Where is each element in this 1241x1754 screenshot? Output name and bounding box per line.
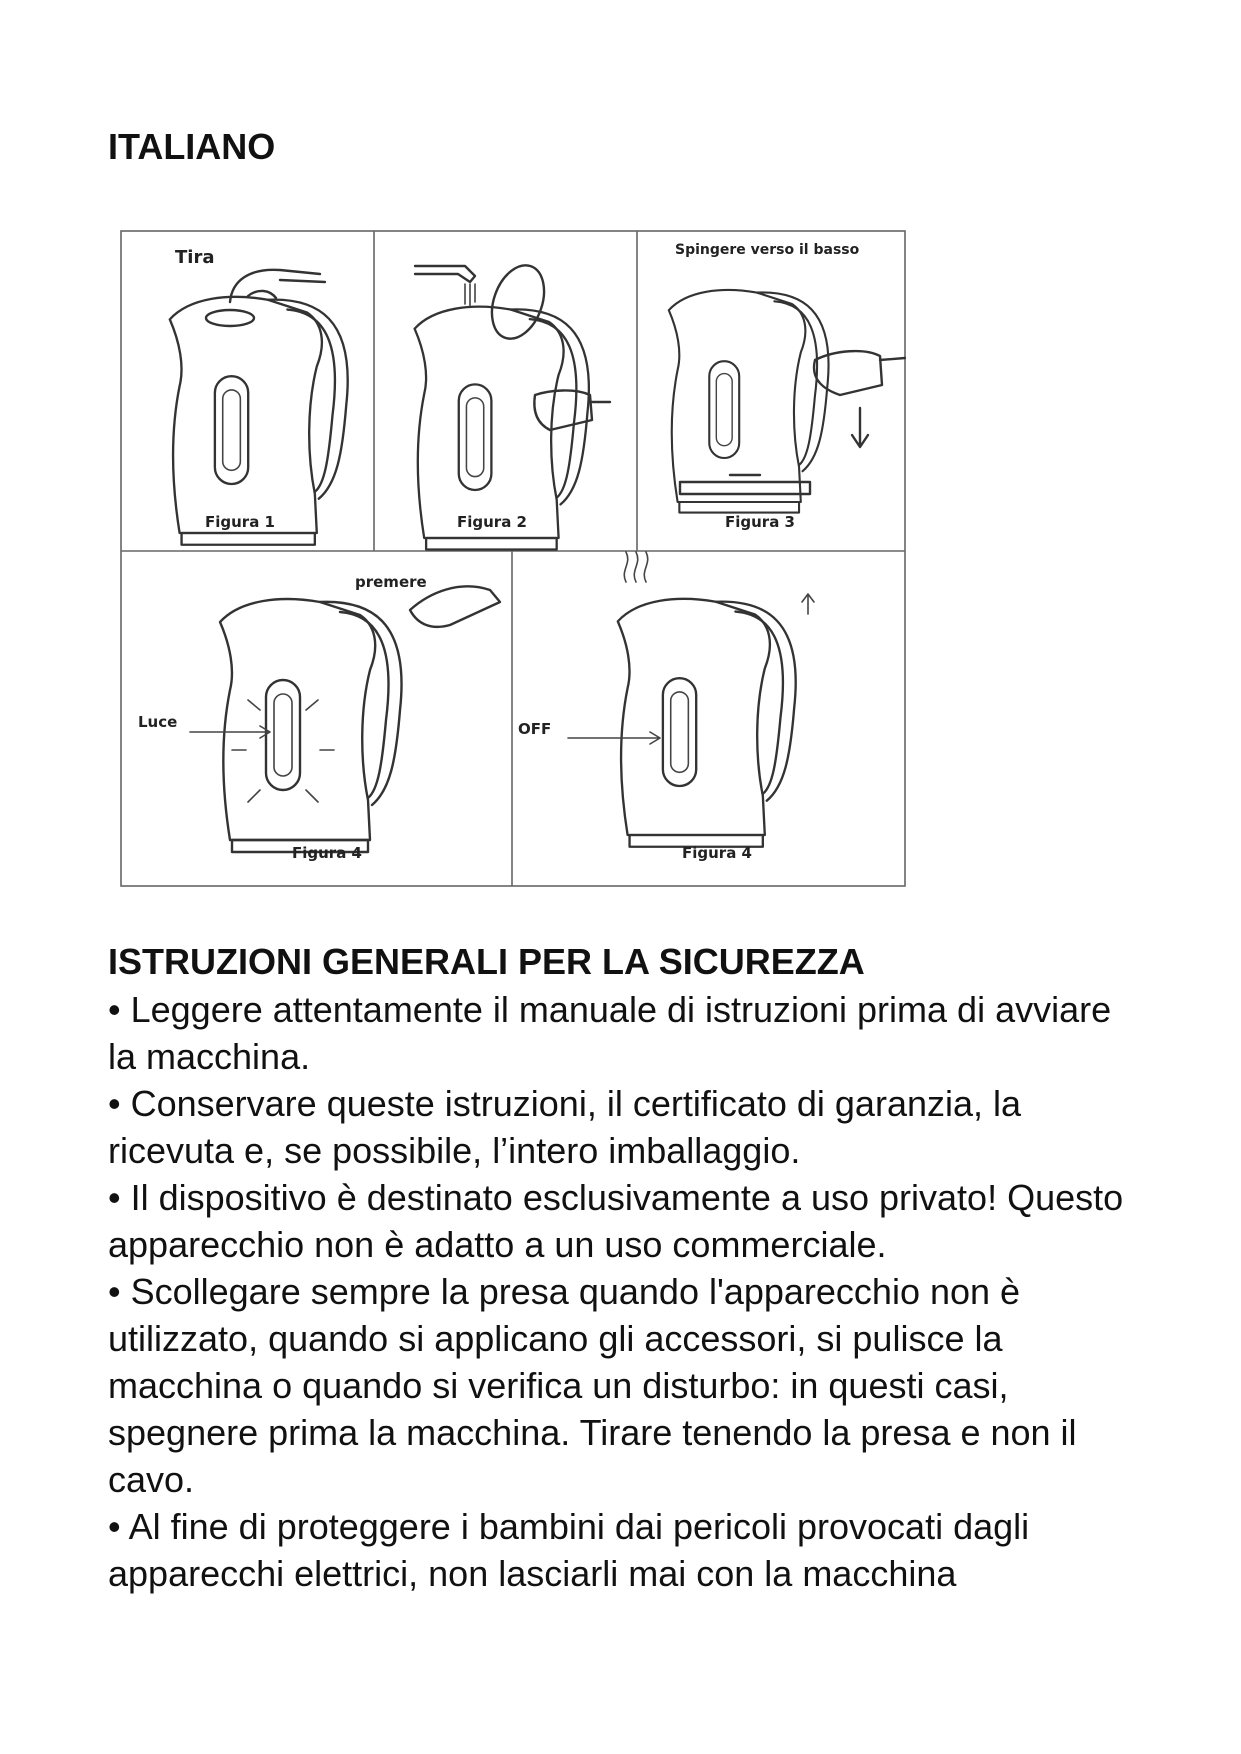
base-plate-icon [680, 482, 810, 494]
panel-figure-4-off [518, 552, 814, 862]
panel-figure-4-light [138, 573, 500, 862]
water-stream-icon [465, 284, 475, 306]
kettle-illustration [120, 230, 906, 887]
safety-section [108, 938, 1148, 1597]
list-item: • Il dispositivo è destinato esclusivamente a uso privato! Questo apparecchio non è adatto a un uso commerciale. [108, 1177, 1124, 1265]
panel-figure-3 [669, 242, 905, 531]
figure-4b-caption: Figura 4 [682, 844, 752, 862]
list-item: • Al fine di proteggere i bambini dai pericoli provocati dagli apparecchi elettrici, non lasciarli mai con la macchina [108, 1506, 1030, 1594]
faucet-icon [415, 266, 475, 282]
page-heading: ITALIANO [108, 126, 276, 167]
light-rays-icon [232, 700, 334, 802]
figure-3-caption: Figura 3 [725, 513, 795, 531]
light-label: Luce [138, 713, 178, 731]
hand-hold-icon [534, 390, 610, 430]
list-item: • Scollegare sempre la presa quando l'apparecchio non è utilizzato, quando si applicano gli accessori, si pulisce la macchina o quando si verifica un disturbo: in questi casi, spegnere prima la macchina. Tirare tenendo la presa e non il cavo. [108, 1271, 1077, 1500]
safety-title: ISTRUZIONI GENERALI PER LA SICUREZZA [108, 941, 865, 982]
kettle-instructions-figure [120, 230, 906, 887]
figure-1-caption: Figura 1 [205, 513, 275, 531]
arrow-down-icon [852, 408, 868, 447]
figure-4-caption: Figura 4 [292, 844, 362, 862]
figure-2-caption: Figura 2 [457, 513, 527, 531]
press-label: premere [355, 573, 427, 591]
lid-open-icon [482, 258, 553, 346]
off-label: OFF [518, 720, 552, 738]
arrow-up-icon [802, 594, 814, 614]
list-item: • Leggere attentamente il manuale di istruzioni prima di avviare la macchina. [108, 989, 1112, 1077]
finger-press-icon [410, 586, 500, 627]
list-item: • Conservare queste istruzioni, il certificato di garanzia, la ricevuta e, se possibile, l’intero imballaggio. [108, 1083, 1022, 1171]
steam-icon [624, 552, 647, 582]
arrow-to-light-icon [190, 726, 270, 738]
panel-figure-2 [415, 258, 610, 549]
pull-label: Tira [175, 247, 215, 268]
panel-figure-1 [170, 247, 348, 545]
push-down-label: Spingere verso il basso [675, 242, 860, 258]
arrow-to-switch-icon [568, 732, 660, 744]
safety-list [108, 986, 1148, 1597]
